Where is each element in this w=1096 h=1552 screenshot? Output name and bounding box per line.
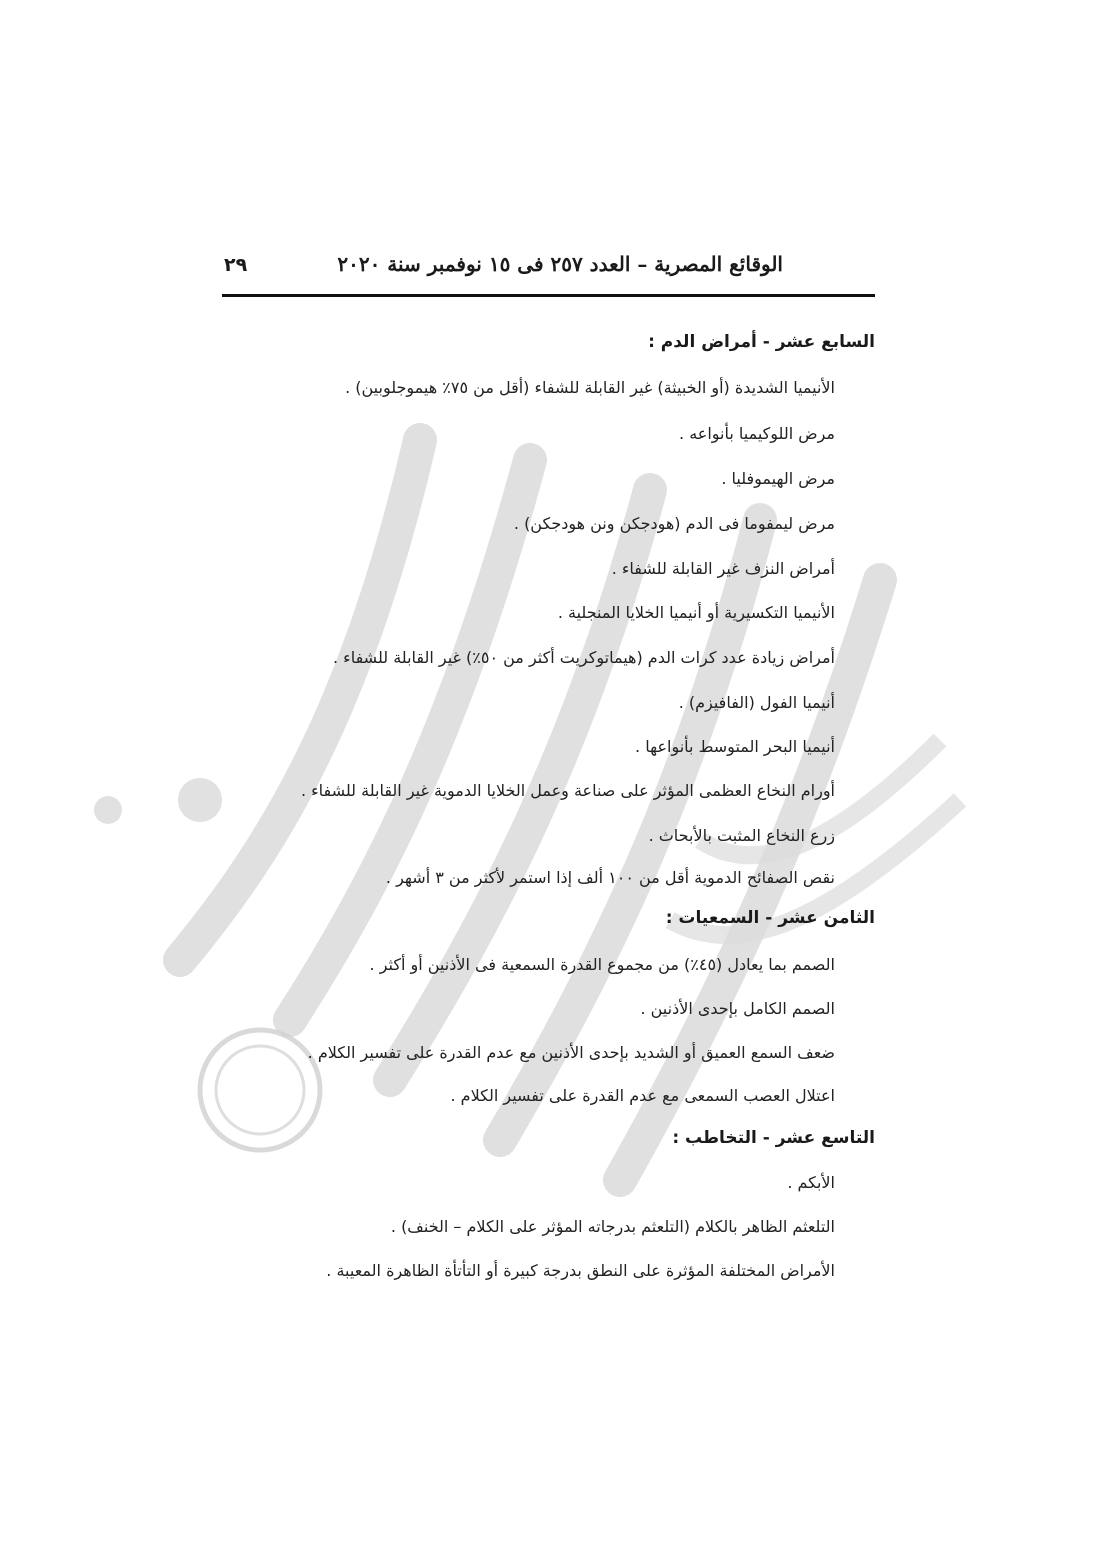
document-body <box>222 0 875 1552</box>
page-number: ٢٩ <box>224 254 248 276</box>
section-heading-blood: السابع عشر - أمراض الدم : <box>648 332 875 352</box>
gazette-title: الوقائع المصرية – العدد ٢٥٧ فى ١٥ نوفمبر سنة ٢٠٢٠ <box>337 252 783 276</box>
list-item: مرض اللوكيميا بأنواعه . <box>679 424 835 443</box>
list-item: الأبكم . <box>787 1173 835 1192</box>
list-item: نقص الصفائح الدموية أقل من ١٠٠ ألف إذا استمر لأكثر من ٣ أشهر . <box>385 868 835 887</box>
list-item: مرض ليمفوما فى الدم (هودجكن ونن هودجكن) . <box>513 514 835 533</box>
list-item: مرض الهيموفليا . <box>721 469 835 488</box>
list-item: التلعثم الظاهر بالكلام (التلعثم بدرجاته المؤثر على الكلام – الخنف) . <box>390 1217 835 1236</box>
list-item: الصمم بما يعادل (٤٥٪) من مجموع القدرة السمعية فى الأذنين أو أكثر . <box>369 955 835 974</box>
list-item: الأنيميا الشديدة (أو الخبيثة) غير القابلة للشفاء (أقل من ٧٥٪ هيموجلوبين) . <box>345 378 835 397</box>
list-item: أنيميا الفول (الفافيزم) . <box>678 693 835 712</box>
list-item: اعتلال العصب السمعى مع عدم القدرة على تفسير الكلام . <box>450 1086 835 1105</box>
list-item: زرع النخاع المثبت بالأبحاث . <box>648 826 835 845</box>
list-item: الأنيميا التكسيرية أو أنيميا الخلايا المنجلية . <box>557 603 835 622</box>
list-item: أورام النخاع العظمى المؤثر على صناعة وعمل الخلايا الدموية غير القابلة للشفاء . <box>300 781 835 800</box>
list-item: أمراض النزف غير القابلة للشفاء . <box>611 559 835 578</box>
list-item: الصمم الكامل بإحدى الأذنين . <box>640 999 835 1018</box>
section-heading-speech: التاسع عشر - التخاطب : <box>672 1128 875 1148</box>
list-item: أمراض زيادة عدد كرات الدم (هيماتوكريت أكثر من ٥٠٪) غير القابلة للشفاء . <box>333 648 835 667</box>
section-heading-hearing: الثامن عشر - السمعيات : <box>665 908 875 928</box>
list-item: ضعف السمع العميق أو الشديد بإحدى الأذنين مع عدم القدرة على تفسير الكلام . <box>307 1043 835 1062</box>
list-item: أنيميا البحر المتوسط بأنواعها . <box>635 737 835 756</box>
list-item: الأمراض المختلفة المؤثرة على النطق بدرجة كبيرة أو التأتأة الظاهرة المعيبة . <box>326 1261 835 1280</box>
